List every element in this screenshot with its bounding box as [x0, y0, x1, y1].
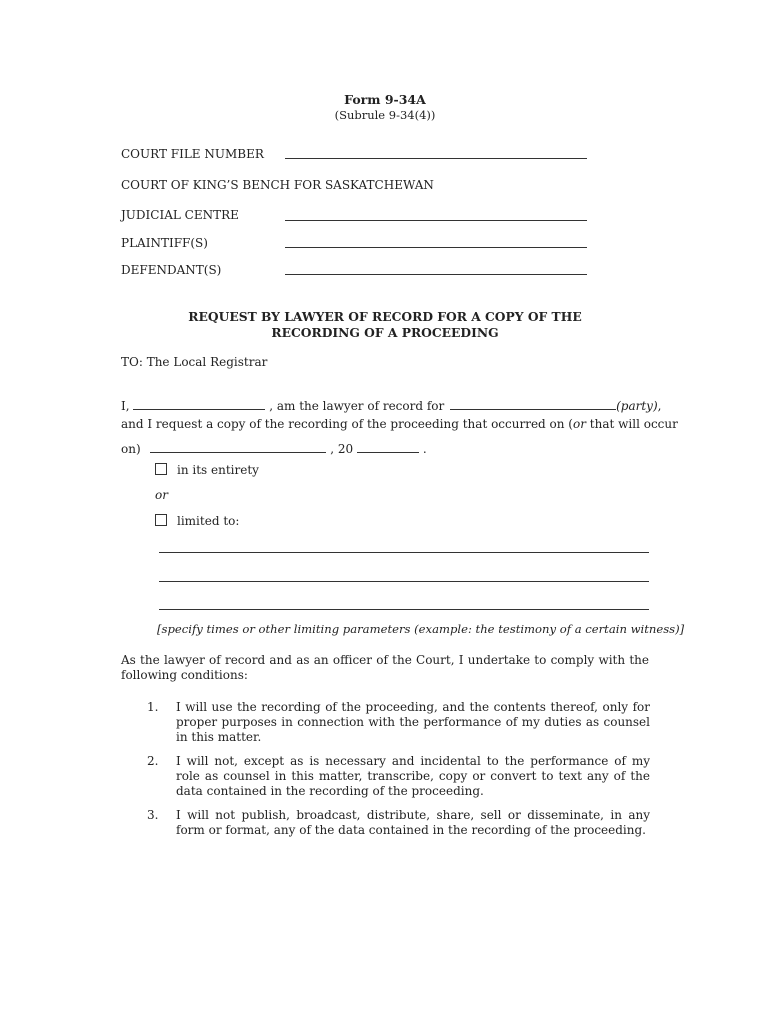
judicial-centre-label: JUDICIAL CENTRE — [121, 208, 239, 222]
subrule-reference: (Subrule 9-34(4)) — [334, 108, 436, 122]
condition-3-text: I will not publish, broadcast, distribute, share, sell or disseminate, in any form or format, any of the data contained in the recording of the proceeding. — [176, 808, 650, 837]
date-field[interactable] — [150, 440, 326, 453]
plaintiffs-label: PLAINTIFF(S) — [121, 236, 208, 250]
option-limited — [155, 514, 239, 528]
request-line-2 — [121, 417, 678, 431]
party-label: (party) — [616, 399, 658, 413]
option-entirety — [155, 463, 259, 477]
year-field[interactable] — [357, 440, 419, 453]
i-prefix: I, — [121, 399, 130, 413]
undertaking-paragraph: As the lawyer of record and as an officer of the Court, I undertake to comply with the following conditions: — [121, 653, 649, 682]
document-title — [160, 309, 610, 341]
request-text-or: or — [573, 417, 586, 431]
form-number: Form 9-34A — [344, 92, 426, 107]
limited-to-line-3[interactable] — [159, 609, 649, 610]
request-line-3 — [121, 440, 427, 456]
date-period: . — [422, 442, 427, 456]
limited-checkbox[interactable] — [155, 514, 167, 526]
lawyer-of-record-text: , am the lawyer of record for — [269, 399, 445, 413]
option-or: or — [155, 488, 168, 502]
court-name: COURT OF KING’S BENCH FOR SASKATCHEWAN — [121, 178, 434, 192]
document-title-line-2: RECORDING OF A PROCEEDING — [271, 325, 499, 340]
party-name-field[interactable] — [450, 397, 616, 410]
addressee: TO: The Local Registrar — [121, 355, 268, 369]
on-prefix: on) — [121, 442, 141, 456]
court-file-number-field[interactable] — [285, 158, 587, 159]
limited-to-line-2[interactable] — [159, 581, 649, 582]
condition-2-text: I will not, except as is necessary and incidental to the performance of my role as counsel in this matter, transcribe, copy or convert to text any of the data contained in the recording of the proceeding. — [176, 754, 650, 798]
lawyer-name-field[interactable] — [133, 397, 265, 410]
condition-3-number: 3. — [147, 808, 159, 822]
judicial-centre-field[interactable] — [285, 220, 587, 221]
defendants-label: DEFENDANT(S) — [121, 263, 222, 277]
court-file-number-label: COURT FILE NUMBER — [121, 147, 264, 161]
condition-1-number: 1. — [147, 700, 159, 714]
year-prefix: , 20 — [330, 442, 354, 456]
condition-2-number: 2. — [147, 754, 159, 768]
entirety-label: in its entirety — [177, 463, 259, 477]
limited-to-line-1[interactable] — [159, 552, 649, 553]
specify-note: [specify times or other limiting parameters (example: the testimony of a certain witness)] — [157, 622, 685, 636]
entirety-checkbox[interactable] — [155, 463, 167, 475]
request-text-start: and I request a copy of the recording of the proceeding that occurred on ( — [121, 417, 573, 431]
request-line-1 — [121, 397, 661, 413]
document-title-line-1: REQUEST BY LAWYER OF RECORD FOR A COPY OF THE — [188, 309, 582, 324]
limited-label: limited to: — [177, 514, 240, 528]
party-comma: , — [657, 399, 662, 413]
request-text-end: that will occur — [585, 417, 678, 431]
condition-1-text: I will use the recording of the proceeding, and the contents thereof, only for proper purposes in connection with the performance of my duties as counsel in this matter. — [176, 700, 650, 744]
plaintiffs-field[interactable] — [285, 247, 587, 248]
defendants-field[interactable] — [285, 274, 587, 275]
